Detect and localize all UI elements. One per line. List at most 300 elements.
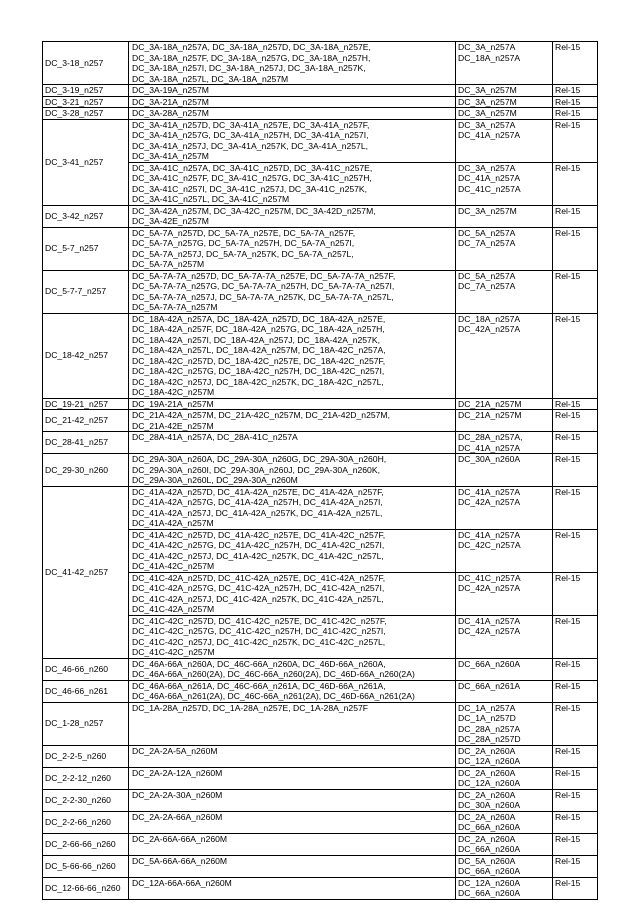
table-row [43, 833, 598, 855]
release-cell [553, 454, 598, 487]
base-combinations-cell [456, 789, 553, 811]
combination-name-cell [43, 877, 129, 899]
base-combinations-cell [456, 205, 553, 227]
combinations-cell [129, 227, 456, 270]
release-cell [553, 745, 598, 767]
release-label: Rel-15 [555, 162, 581, 173]
combination-line: DC_41C-42A_n257D, DC_41C-42A_n257E, DC_41C-42A_n257F, [132, 572, 386, 583]
release-label: Rel-15 [555, 119, 581, 130]
combination-line: DC_18A-42A_n257L, DC_18A-42A_n257M, DC_18A-42C_n257A, [132, 345, 386, 355]
base-combination-line: DC_7A_n257A [458, 281, 516, 291]
combinations-cell [129, 745, 456, 767]
combination-name-cell [43, 454, 129, 487]
release-cell [553, 96, 598, 108]
base-combination-line: DC_41C_n257A [458, 183, 521, 194]
base-combination-line: DC_66A_n260A [458, 844, 521, 854]
combination-name: DC_3-41_n257 [45, 156, 104, 167]
combination-line: DC_3A-41C_n257I, DC_3A-41C_n257J, DC_3A-41C_n257K, [132, 183, 368, 194]
combinations-cell [129, 85, 456, 97]
base-combination-line: DC_30A_n260A [458, 800, 521, 810]
table-row [43, 410, 598, 432]
base-combinations-cell [456, 745, 553, 767]
base-combinations-cell [456, 313, 553, 398]
release-label: Rel-15 [555, 313, 581, 324]
combination-line: DC_41A-42A_n257G, DC_41A-42A_n257H, DC_41A-42A_n257I, [132, 497, 383, 507]
release-label: Rel-15 [555, 432, 581, 442]
combination-line: DC_5A-66A-66A_n260M [132, 855, 228, 866]
base-combination-line: DC_7A_n257A [458, 238, 516, 248]
combination-name-cell [43, 313, 129, 398]
release-label: Rel-15 [555, 658, 581, 669]
table-row [43, 96, 598, 108]
combination-line: DC_29A-30A_n260A, DC_29A-30A_n260G, DC_29A-30A_n260H, [132, 454, 387, 464]
release-label: Rel-15 [555, 270, 581, 281]
combination-line: DC_1A-28A_n257D, DC_1A-28A_n257E, DC_1A-28A_n257F [132, 702, 368, 713]
combination-name-cell [43, 789, 129, 811]
combinations-cell [129, 767, 456, 789]
combination-name: DC_12-66-66_n260 [45, 882, 121, 893]
combination-line: DC_41C-42C_n257M [132, 647, 215, 657]
combination-line: DC_41A-42C_n257M [132, 561, 215, 571]
combination-name-cell [43, 270, 129, 313]
release-cell [553, 572, 598, 615]
combination-name-cell [43, 745, 129, 767]
base-combination-line: DC_21A_n257M [458, 398, 522, 409]
base-combinations-cell [456, 410, 553, 432]
base-combinations-cell [456, 615, 553, 658]
release-cell [553, 205, 598, 227]
combinations-cell [129, 96, 456, 108]
base-combination-line: DC_12A_n260A [458, 756, 521, 766]
combination-line: DC_46A-66A_n260(2A), DC_46C-66A_n260(2A), DC_46D-66A_n260(2A) [132, 669, 415, 679]
combination-line: DC_3A-18A_n257A, DC_3A-18A_n257D, DC_3A-18A_n257E, [132, 42, 371, 52]
base-combinations-cell [456, 658, 553, 680]
combination-name: DC_21-42_n257 [45, 415, 109, 426]
base-combinations-cell [456, 572, 553, 615]
combination-line: DC_3A-41A_n257M [132, 151, 209, 161]
release-cell [553, 529, 598, 572]
combination-name-cell [43, 410, 129, 432]
combination-line: DC_41A-42A_n257D, DC_41A-42A_n257E, DC_41A-42A_n257F, [132, 486, 384, 497]
combination-name-cell [43, 119, 129, 205]
combination-line: DC_41C-42A_n257M [132, 604, 215, 614]
combinations-cell [129, 855, 456, 877]
combination-line: DC_2A-66A-66A_n260M [132, 833, 228, 844]
base-combination-line: DC_1A_n257A [458, 702, 516, 713]
combination-name-cell [43, 680, 129, 702]
combinations-cell [129, 410, 456, 432]
table-row [43, 270, 598, 313]
base-combinations-cell [456, 162, 553, 205]
combination-line: DC_41A-42C_n257G, DC_41A-42C_n257H, DC_41A-42C_n257I, [132, 540, 385, 550]
base-combination-line: DC_21A_n257M [458, 410, 522, 420]
combination-line: DC_3A-41A_n257D, DC_3A-41A_n257E, DC_3A-41A_n257F, [132, 119, 370, 130]
combination-line: DC_18A-42C_n257G, DC_18A-42C_n257H, DC_18A-42C_n257I, [132, 366, 385, 376]
combination-name: DC_5-7_n257 [45, 243, 99, 254]
combinations-cell [129, 162, 456, 205]
combination-line: DC_18A-42A_n257A, DC_18A-42A_n257D, DC_18A-42A_n257E, [132, 313, 386, 324]
release-label: Rel-15 [555, 42, 581, 52]
release-cell [553, 658, 598, 680]
table-row [43, 227, 598, 270]
combinations-cell [129, 572, 456, 615]
base-combination-line: DC_42A_n257A [458, 626, 521, 636]
release-cell [553, 42, 598, 85]
release-label: Rel-15 [555, 811, 581, 822]
base-combination-line: DC_42C_n257A [458, 540, 521, 550]
release-label: Rel-15 [555, 615, 581, 626]
combination-line: DC_2A-2A-5A_n260M [132, 745, 218, 756]
table-row [43, 811, 598, 833]
combination-line: DC_3A-41A_n257J, DC_3A-41A_n257K, DC_3A-41A_n257L, [132, 140, 369, 151]
table-row [43, 855, 598, 877]
release-label: Rel-15 [555, 398, 581, 409]
base-combination-line: DC_3A_n257A [458, 119, 516, 130]
base-combinations-cell [456, 96, 553, 108]
combination-name-cell [43, 85, 129, 97]
base-combinations-cell [456, 702, 553, 745]
table-row [43, 313, 598, 398]
combination-line: DC_41A-42A_n257M [132, 518, 214, 528]
release-cell [553, 680, 598, 702]
table-row [43, 119, 598, 162]
base-combination-line: DC_66A_n260A [458, 822, 521, 832]
base-combination-line: DC_30A_n260A [458, 454, 521, 464]
combination-name: DC_2-2-12_n260 [45, 772, 111, 783]
table-row [43, 680, 598, 702]
base-combinations-cell [456, 767, 553, 789]
base-combination-line: DC_2A_n260A [458, 745, 516, 756]
release-cell [553, 615, 598, 658]
base-combination-line: DC_28A_n257A, [458, 432, 523, 442]
base-combination-line: DC_5A_n257A [458, 270, 516, 281]
combination-name-cell [43, 432, 129, 454]
combination-line: DC_18A-42A_n257I, DC_18A-42A_n257J, DC_18A-42A_n257K, [132, 334, 380, 345]
table-body [43, 42, 598, 900]
base-combination-line: DC_12A_n260A [458, 877, 521, 888]
combination-line: DC_18A-42A_n257F, DC_18A-42A_n257G, DC_18A-42A_n257H, [132, 324, 385, 334]
combination-name: DC_18-42_n257 [45, 350, 109, 361]
combination-line: DC_29A-30A_n260I, DC_29A-30A_n260J, DC_29A-30A_n260K, [132, 464, 380, 475]
base-combination-line: DC_42A_n257A [458, 324, 521, 334]
combinations-cell [129, 680, 456, 702]
combinations-cell [129, 119, 456, 162]
combination-line: DC_28A-41A_n257A, DC_28A-41C_n257A [132, 432, 298, 442]
base-combinations-cell [456, 680, 553, 702]
combination-name-cell [43, 767, 129, 789]
base-combination-line: DC_2A_n260A [458, 789, 516, 800]
base-combination-line: DC_41A_n257A [458, 529, 521, 540]
combination-line: DC_3A-28A_n257M [132, 108, 209, 118]
base-combinations-cell [456, 877, 553, 899]
combinations-cell [129, 789, 456, 811]
base-combination-line: DC_2A_n260A [458, 767, 516, 778]
combination-name: DC_3-19_n257 [45, 85, 104, 95]
base-combinations-cell [456, 108, 553, 120]
combination-line: DC_5A-7A-7A_n257M [132, 302, 218, 312]
release-label: Rel-15 [555, 454, 581, 464]
release-cell [553, 767, 598, 789]
base-combination-line: DC_2A_n260A [458, 833, 516, 844]
base-combination-line: DC_42A_n257A [458, 497, 521, 507]
base-combination-line: DC_18A_n257A [458, 52, 521, 63]
base-combination-line: DC_3A_n257M [458, 108, 517, 118]
combination-line: DC_5A-7A-7A_n257G, DC_5A-7A-7A_n257H, DC_5A-7A-7A_n257I, [132, 281, 395, 291]
release-cell [553, 789, 598, 811]
table-row [43, 398, 598, 410]
release-label: Rel-15 [555, 205, 581, 216]
base-combination-line: DC_3A_n257A [458, 162, 516, 173]
combination-line: DC_3A-42E_n257M [132, 216, 209, 226]
combination-name: DC_5-66-66_n260 [45, 860, 116, 871]
combination-name: DC_19-21_n257 [45, 398, 109, 409]
combination-line: DC_18A-42C_n257M [132, 387, 215, 397]
release-cell [553, 313, 598, 398]
combination-name: DC_3-28_n257 [45, 108, 104, 118]
combination-line: DC_5A-7A-7A_n257D, DC_5A-7A-7A_n257E, DC_5A-7A-7A_n257F, [132, 270, 396, 281]
release-cell [553, 833, 598, 855]
table-row [43, 789, 598, 811]
table-row [43, 767, 598, 789]
combination-line: DC_29A-30A_n260L, DC_29A-30A_n260M [132, 475, 298, 485]
release-cell [553, 119, 598, 162]
combination-line: DC_3A-18A_n257F, DC_3A-18A_n257G, DC_3A-18A_n257H, [132, 52, 371, 63]
base-combinations-cell [456, 855, 553, 877]
combination-name: DC_2-2-30_n260 [45, 794, 111, 805]
release-label: Rel-15 [555, 680, 581, 691]
combinations-cell [129, 486, 456, 529]
release-label: Rel-15 [555, 855, 581, 866]
combination-line: DC_3A-18A_n257I, DC_3A-18A_n257J, DC_3A-18A_n257K, [132, 63, 366, 73]
combination-line: DC_41C-42C_n257G, DC_41C-42C_n257H, DC_41C-42C_n257I, [132, 626, 386, 636]
base-combination-line: DC_42A_n257A [458, 583, 521, 593]
combination-line: DC_19A-21A_n257M [132, 398, 214, 409]
base-combination-line: DC_3A_n257M [458, 205, 517, 216]
release-label: Rel-15 [555, 410, 581, 420]
combinations-cell [129, 811, 456, 833]
release-label: Rel-15 [555, 108, 581, 118]
base-combination-line: DC_5A_n260A [458, 855, 516, 866]
combinations-cell [129, 454, 456, 487]
base-combination-line: DC_41A_n257A [458, 442, 521, 453]
release-label: Rel-15 [555, 96, 581, 107]
combinations-cell [129, 108, 456, 120]
release-cell [553, 486, 598, 529]
release-label: Rel-15 [555, 486, 581, 497]
combination-name: DC_3-42_n257 [45, 210, 104, 221]
release-cell [553, 432, 598, 454]
combination-name: DC_2-2-5_n260 [45, 750, 107, 761]
base-combinations-cell [456, 119, 553, 162]
release-cell [553, 410, 598, 432]
combination-line: DC_3A-41C_n257F, DC_3A-41C_n257G, DC_3A-41C_n257H, [132, 173, 372, 183]
base-combination-line: DC_3A_n257A [458, 42, 516, 52]
base-combination-line: DC_41A_n257A [458, 173, 521, 183]
combination-line: DC_21A-42A_n257M, DC_21A-42C_n257M, DC_21A-42D_n257M, [132, 410, 390, 420]
base-combinations-cell [456, 529, 553, 572]
combination-name-cell [43, 811, 129, 833]
table-row [43, 454, 598, 487]
release-label: Rel-15 [555, 877, 581, 888]
base-combination-line: DC_41C_n257A [458, 572, 521, 583]
base-combinations-cell [456, 227, 553, 270]
combination-name-cell [43, 108, 129, 120]
release-label: Rel-15 [555, 572, 581, 583]
combination-name: DC_41-42_n257 [45, 566, 109, 577]
base-combination-line: DC_28A_n257A [458, 723, 521, 734]
combinations-cell [129, 877, 456, 899]
combination-line: DC_5A-7A_n257M [132, 259, 205, 269]
release-label: Rel-15 [555, 833, 581, 844]
release-cell [553, 811, 598, 833]
release-cell [553, 270, 598, 313]
combination-name: DC_2-66-66_n260 [45, 838, 116, 849]
base-combination-line: DC_66A_n260A [458, 866, 521, 876]
release-cell [553, 877, 598, 899]
combinations-cell [129, 313, 456, 398]
release-cell [553, 227, 598, 270]
release-cell [553, 398, 598, 410]
combination-name: DC_3-21_n257 [45, 96, 104, 107]
base-combinations-cell [456, 398, 553, 410]
release-cell [553, 855, 598, 877]
base-combinations-cell [456, 85, 553, 97]
base-combination-line: DC_41A_n257A [458, 486, 521, 497]
table-row [43, 108, 598, 120]
combination-line: DC_41A-42C_n257J, DC_41A-42C_n257K, DC_41A-42C_n257L, [132, 550, 384, 561]
base-combination-line: DC_2A_n260A [458, 811, 516, 822]
combinations-cell [129, 702, 456, 745]
table-row [43, 205, 598, 227]
combinations-cell [129, 615, 456, 658]
combination-name: DC_46-66_n260 [45, 663, 109, 674]
table-row [43, 486, 598, 529]
combination-line: DC_18A-42C_n257J, DC_18A-42C_n257K, DC_18A-42C_n257L, [132, 376, 384, 387]
combination-name-cell [43, 702, 129, 745]
base-combination-line: DC_66A_n260A [458, 888, 521, 898]
combination-name-cell [43, 227, 129, 270]
combination-line: DC_2A-2A-12A_n260M [132, 767, 223, 778]
combination-line: DC_5A-7A_n257G, DC_5A-7A_n257H, DC_5A-7A_n257I, [132, 238, 355, 248]
base-combinations-cell [456, 486, 553, 529]
combination-line: DC_3A-42A_n257M, DC_3A-42C_n257M, DC_3A-42D_n257M, [132, 205, 376, 216]
combination-line: DC_46A-66A_n261(2A), DC_46C-66A_n261(2A), DC_46D-66A_n261(2A) [132, 691, 415, 701]
base-combinations-cell [456, 432, 553, 454]
combinations-cell [129, 529, 456, 572]
base-combination-line: DC_5A_n257A [458, 227, 516, 238]
base-combinations-cell [456, 42, 553, 85]
table-row [43, 85, 598, 97]
release-label: Rel-15 [555, 702, 581, 713]
combinations-cell [129, 270, 456, 313]
combination-name-cell [43, 486, 129, 658]
combination-line: DC_3A-41C_n257L, DC_3A-41C_n257M [132, 194, 290, 204]
combination-line: DC_3A-41A_n257G, DC_3A-41A_n257H, DC_3A-41A_n257I, [132, 130, 369, 140]
combinations-cell [129, 398, 456, 410]
combination-name: DC_28-41_n257 [45, 437, 109, 448]
release-label: Rel-15 [555, 767, 581, 778]
combination-line: DC_46A-66A_n261A, DC_46C-66A_n261A, DC_46D-66A_n261A, [132, 680, 386, 691]
combination-line: DC_3A-18A_n257L, DC_3A-18A_n257M [132, 73, 289, 84]
combination-name: DC_46-66_n261 [45, 685, 109, 696]
combination-name: DC_2-2-66_n260 [45, 816, 111, 827]
combination-name-cell [43, 833, 129, 855]
combination-line: DC_41A-42C_n257D, DC_41A-42C_n257E, DC_41A-42C_n257F, [132, 529, 386, 540]
table-row [43, 745, 598, 767]
release-label: Rel-15 [555, 745, 581, 756]
combination-line: DC_41C-42C_n257J, DC_41C-42C_n257K, DC_41C-42C_n257L, [132, 636, 386, 647]
combination-name-cell [43, 855, 129, 877]
release-label: Rel-15 [555, 529, 581, 540]
combinations-cell [129, 658, 456, 680]
combination-line: DC_2A-2A-30A_n260M [132, 789, 223, 800]
combination-line: DC_41C-42A_n257J, DC_41C-42A_n257K, DC_41C-42A_n257L, [132, 593, 384, 604]
release-label: Rel-15 [555, 227, 581, 238]
table-row [43, 877, 598, 899]
release-cell [553, 108, 598, 120]
combinations-cell [129, 833, 456, 855]
combination-name: DC_29-30_n260 [45, 464, 109, 475]
combination-line: DC_46A-66A_n260A, DC_46C-66A_n260A, DC_46D-66A_n260A, [132, 658, 386, 669]
base-combination-line: DC_3A_n257M [458, 85, 517, 95]
combination-line: DC_41A-42A_n257J, DC_41A-42A_n257K, DC_41A-42A_n257L, [132, 507, 383, 518]
base-combination-line: DC_66A_n260A [458, 658, 521, 669]
base-combination-line: DC_41A_n257A [458, 615, 521, 626]
base-combination-line: DC_41A_n257A [458, 130, 521, 140]
combination-line: DC_3A-19A_n257M [132, 85, 209, 95]
combination-line: DC_41C-42C_n257D, DC_41C-42C_n257E, DC_41C-42C_n257F, [132, 615, 387, 626]
combinations-cell [129, 205, 456, 227]
table-row [43, 658, 598, 680]
combination-line: DC_5A-7A-7A_n257J, DC_5A-7A-7A_n257K, DC_5A-7A-7A_n257L, [132, 291, 394, 302]
table-row [43, 432, 598, 454]
base-combination-line: DC_18A_n257A [458, 313, 521, 324]
base-combination-line: DC_12A_n260A [458, 778, 521, 788]
combinations-cell [129, 42, 456, 85]
base-combinations-cell [456, 811, 553, 833]
release-label: Rel-15 [555, 789, 581, 800]
combination-name-cell [43, 398, 129, 410]
combination-name-cell [43, 96, 129, 108]
release-label: Rel-15 [555, 85, 581, 95]
combination-line: DC_3A-21A_n257M [132, 96, 209, 107]
base-combinations-cell [456, 270, 553, 313]
combination-line: DC_5A-7A_n257D, DC_5A-7A_n257E, DC_5A-7A_n257F, [132, 227, 356, 238]
combination-name-cell [43, 658, 129, 680]
combination-line: DC_41C-42A_n257G, DC_41C-42A_n257H, DC_41C-42A_n257I, [132, 583, 385, 593]
combination-line: DC_2A-2A-66A_n260M [132, 811, 223, 822]
combination-name: DC_3-18_n257 [45, 57, 104, 68]
base-combination-line: DC_66A_n261A [458, 680, 521, 691]
base-combination-line: DC_28A_n257D [458, 734, 521, 744]
combination-line: DC_21A-42E_n257M [132, 420, 214, 431]
combination-name-cell [43, 205, 129, 227]
base-combination-line: DC_3A_n257M [458, 96, 517, 107]
combination-name: DC_5-7-7_n257 [45, 286, 107, 297]
base-combination-line: DC_1A_n257D [458, 713, 516, 723]
combination-line: DC_18A-42C_n257D, DC_18A-42C_n257E, DC_18A-42C_n257F, [132, 355, 386, 366]
combination-name: DC_1-28_n257 [45, 718, 104, 729]
release-cell [553, 85, 598, 97]
combination-line: DC_5A-7A_n257J, DC_5A-7A_n257K, DC_5A-7A_n257L, [132, 248, 354, 259]
combination-line: DC_12A-66A-66A_n260M [132, 877, 232, 888]
table-row [43, 702, 598, 745]
release-cell [553, 162, 598, 205]
table-row [43, 42, 598, 85]
release-cell [553, 702, 598, 745]
combination-line: DC_3A-41C_n257A, DC_3A-41C_n257D, DC_3A-41C_n257E, [132, 162, 373, 173]
base-combinations-cell [456, 454, 553, 487]
